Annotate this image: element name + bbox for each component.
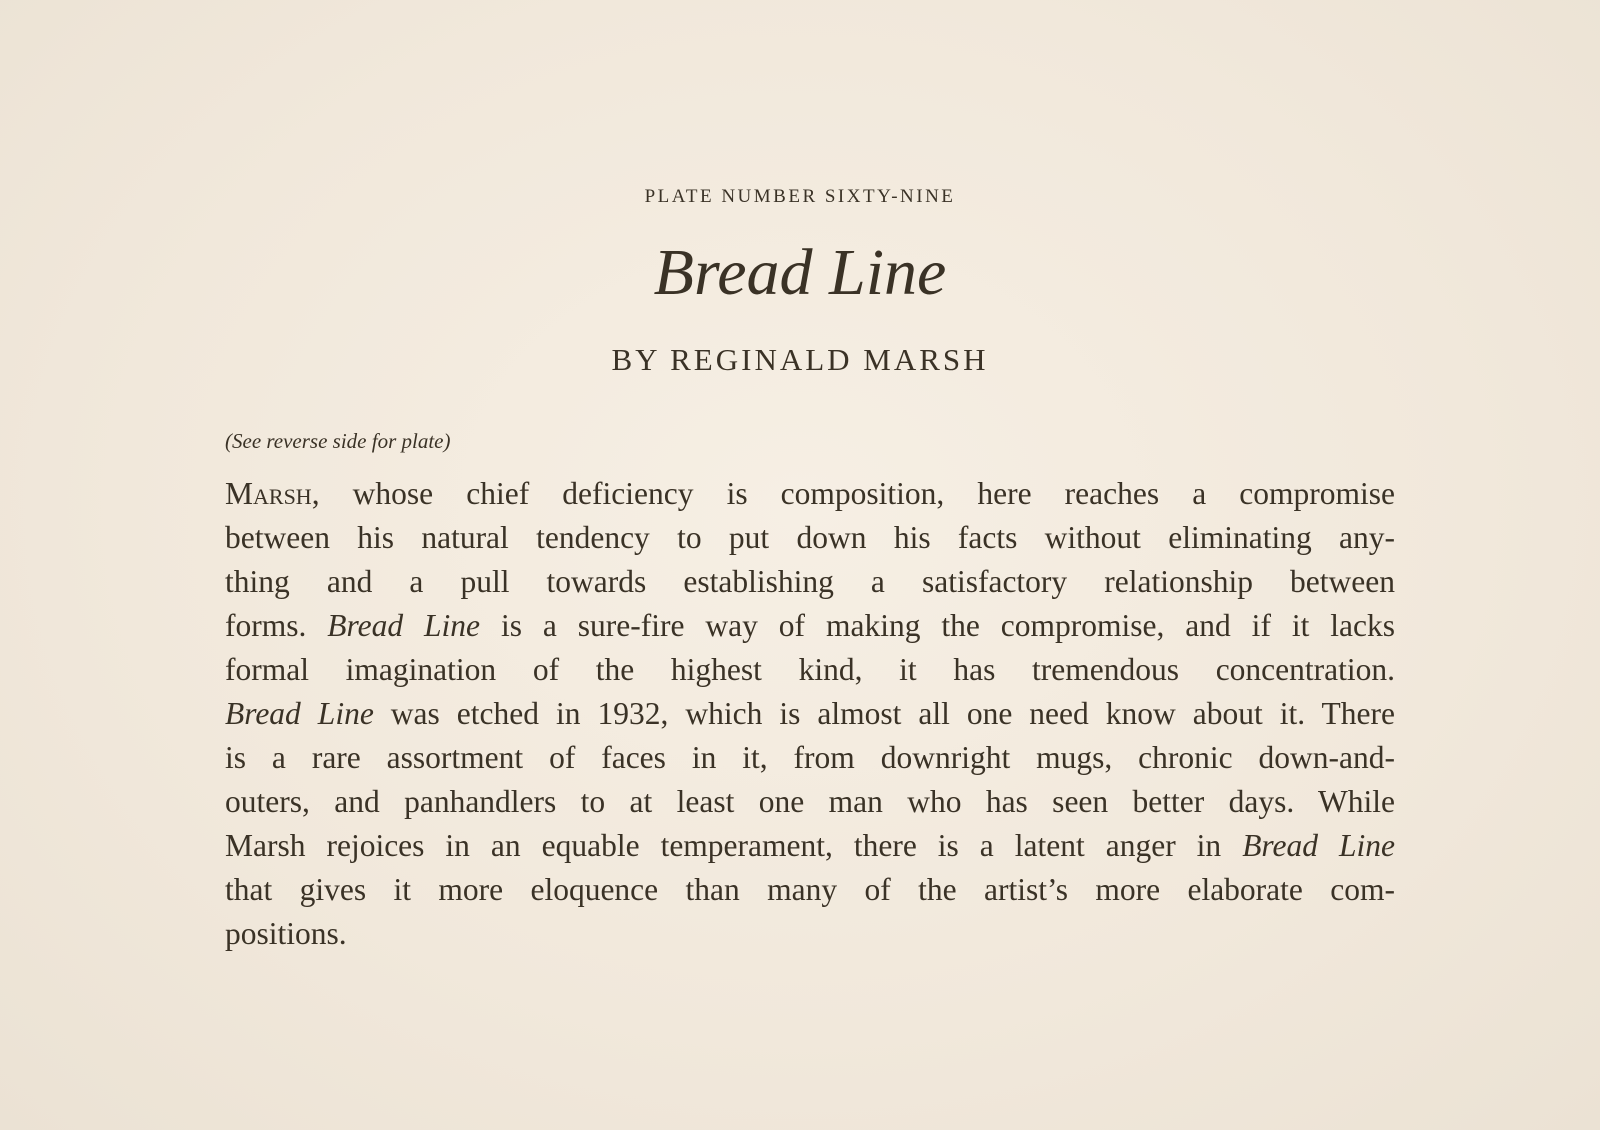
- description-paragraph: [225, 472, 1395, 956]
- italic-title: Bread Line: [1242, 828, 1395, 863]
- artist-byline: BY REGINALD MARSH: [611, 342, 989, 377]
- paragraph-line: is a rare assortment of faces in it, from downright mugs, chronic down-and-: [225, 740, 1395, 775]
- italic-title: Bread Line: [225, 696, 374, 731]
- italic-title: Bread Line: [327, 608, 481, 643]
- paragraph-line: thing and a pull towards establishing a satisfactory relationship between: [225, 564, 1395, 599]
- paragraph-line: formal imagination of the highest kind, it has tremendous concentration.: [225, 652, 1395, 687]
- paragraph-line: between his natural tendency to put down his facts without eliminating any-: [225, 520, 1395, 555]
- paragraph-line: Marsh rejoices in an equable temperament, there is a latent anger in Bread Line: [225, 828, 1395, 863]
- paragraph-line: outers, and panhandlers to at least one man who has seen better days. While: [225, 784, 1395, 819]
- plate-title: Bread Line: [653, 236, 947, 309]
- paragraph-line: Bread Line was etched in 1932, which is almost all one need know about it. There: [225, 696, 1395, 731]
- paragraph-line: forms. Bread Line is a sure-fire way of making the compromise, and if it lacks: [225, 608, 1395, 643]
- reverse-side-note: (See reverse side for plate): [225, 429, 451, 453]
- paragraph-line: positions.: [225, 916, 347, 951]
- plate-number: PLATE NUMBER SIXTY-NINE: [644, 186, 956, 207]
- lead-word: Marsh: [225, 476, 312, 511]
- paragraph-line: that gives it more eloquence than many of the artist’s more elaborate com-: [225, 872, 1395, 907]
- paragraph-line: Marsh, whose chief deficiency is composition, here reaches a compromise: [225, 476, 1395, 511]
